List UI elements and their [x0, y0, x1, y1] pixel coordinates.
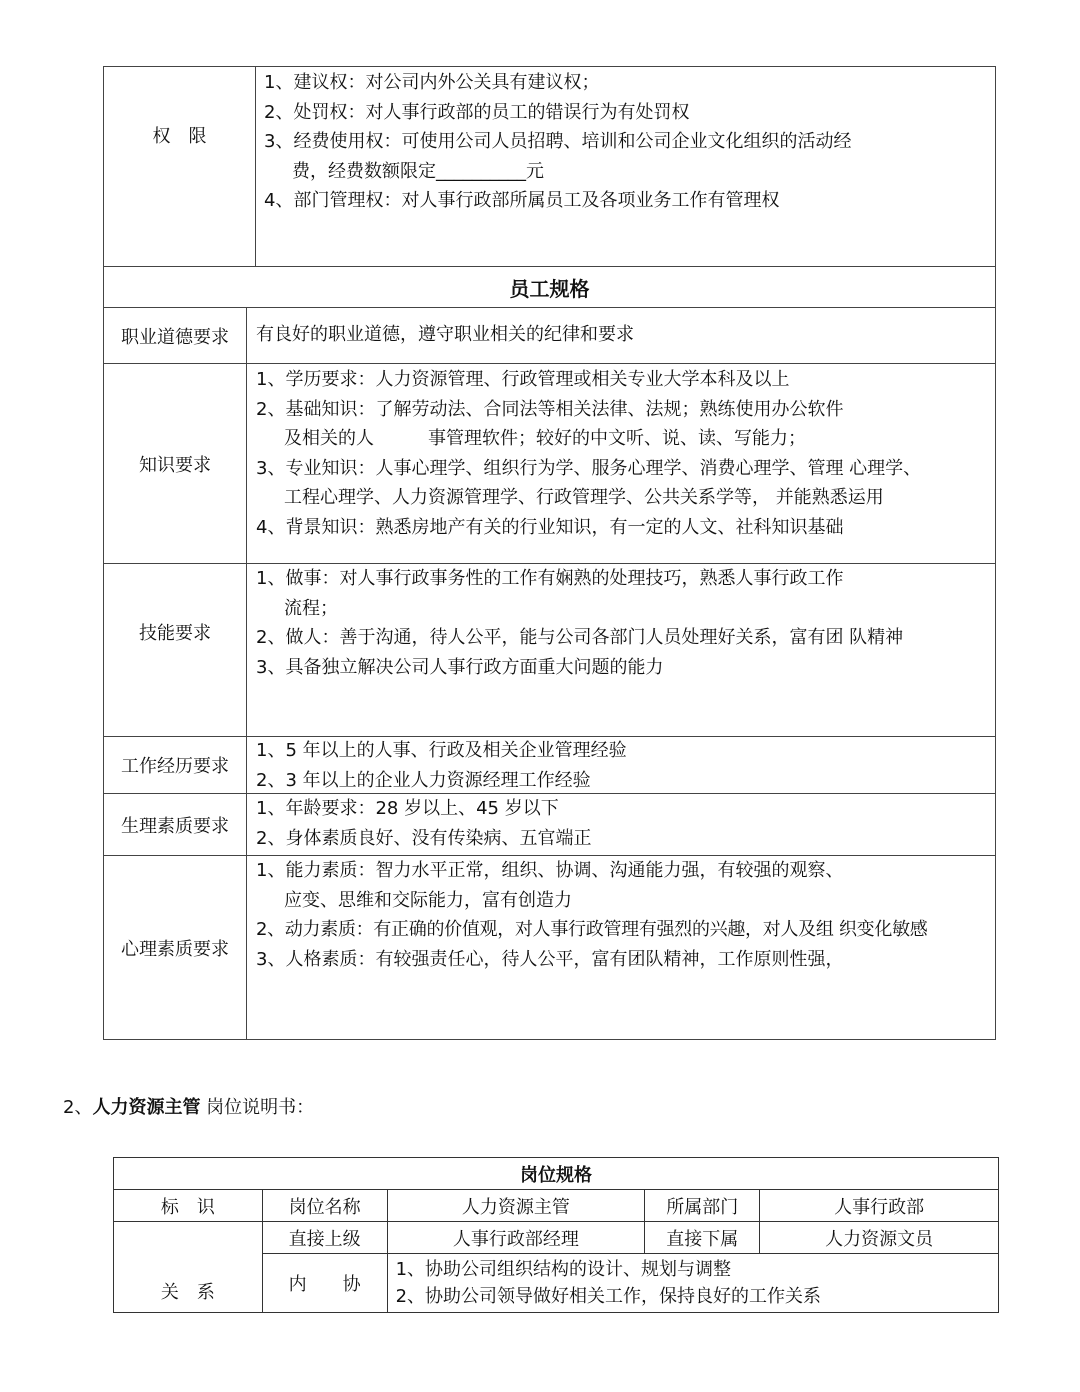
- psychological-label: [104, 856, 246, 1040]
- psychological-content: [256, 856, 994, 974]
- ethics-label: [104, 308, 246, 363]
- authority-line: 2、处罚权：对人事行政部的员工的错误行为有处罚权: [264, 101, 690, 123]
- department: 人事行政部: [760, 1190, 999, 1222]
- superior-label: 直接上级: [262, 1222, 387, 1254]
- department-label: 所属部门: [645, 1190, 760, 1222]
- authority-line: 1、建议权：对公司内外公关具有建议权；: [264, 72, 600, 93]
- physical-label: [104, 794, 246, 855]
- table2-header: 岗位规格: [114, 1158, 999, 1190]
- position-spec-table: [113, 1157, 999, 1313]
- experience-content: [256, 736, 994, 795]
- authority-content: [264, 68, 994, 216]
- internal-content: [387, 1254, 998, 1313]
- section2-title: 人力资源主管: [92, 1097, 201, 1118]
- physical-line: 2、身体素质良好、没有传染病、五官端正: [256, 827, 592, 849]
- internal-label: 内 协: [262, 1254, 387, 1313]
- skills-line: 流程；: [284, 597, 338, 619]
- knowledge-content: [256, 365, 994, 542]
- skills-line: 1、做事：对人事行政事务性的工作有娴熟的处理技巧，熟悉人事行政工作: [256, 568, 844, 589]
- superior: 人事行政部经理: [387, 1222, 645, 1254]
- physical-label-text: 生理素质要求: [121, 815, 229, 837]
- position-name: 人力资源主管: [387, 1190, 645, 1222]
- position-name-label: 岗位名称: [262, 1190, 387, 1222]
- relation-label: 关 系: [114, 1222, 263, 1313]
- knowledge-line: 工程心理学、人力资源管理学、行政管理学、公共关系学等， 并能熟悉运用: [284, 487, 884, 508]
- skills-label-text: 技能要求: [139, 622, 211, 644]
- id-label: 标 识: [114, 1190, 263, 1222]
- experience-label: [104, 737, 246, 793]
- section2-heading: [63, 1093, 314, 1123]
- skills-label: [104, 564, 246, 699]
- knowledge-label-text: 知识要求: [139, 454, 211, 476]
- table-row: [114, 1158, 999, 1190]
- experience-line: 1、5 年以上的人事、行政及相关企业管理经验: [256, 740, 627, 761]
- authority-line: 4、部门管理权：对人事行政部所属员工及各项业务工作有管理权: [264, 190, 780, 211]
- psychological-line: 应变、思维和交际能力，富有创造力: [284, 889, 572, 911]
- authority-line: 费，经费数额限定__________元: [292, 160, 544, 182]
- ethics-label-text: 职业道德要求: [121, 326, 229, 348]
- knowledge-line: 3、专业知识：人事心理学、组织行为学、服务心理学、消费心理学、管理 心理学、: [256, 457, 922, 479]
- internal-line: 2、协助公司领导做好相关工作，保持良好的工作关系: [395, 1286, 822, 1307]
- section2-prefix: 2、: [63, 1097, 93, 1118]
- knowledge-label: [104, 364, 246, 563]
- physical-content: [256, 794, 994, 853]
- authority-label-text: 权 限: [152, 126, 207, 147]
- experience-label-text: 工作经历要求: [121, 756, 229, 777]
- experience-line: 2、3 年以上的企业人力资源经理工作经验: [256, 769, 591, 791]
- knowledge-line: 2、基础知识：了解劳动法、合同法等相关法律、法规；熟练使用办公软件: [256, 398, 844, 420]
- psychological-line: 2、动力素质：有正确的价值观，对人事行政管理有强烈的兴趣，对人及组 织变化敏感: [256, 919, 928, 940]
- authority-line: 3、经费使用权：可使用公司人员招聘、培训和公司企业文化组织的活动经: [264, 131, 852, 152]
- internal-line: 1、协助公司组织结构的设计、规划与调整: [395, 1259, 732, 1280]
- subordinate: 人力资源文员: [760, 1222, 999, 1254]
- psychological-line: 1、能力素质：智力水平正常，组织、协调、沟通能力强，有较强的观察、: [256, 860, 844, 881]
- physical-line: 1、年龄要求：28 岁以上、45 岁以下: [256, 798, 559, 819]
- knowledge-line: 1、学历要求：人力资源管理、行政管理或相关专业大学本科及以上: [256, 369, 790, 390]
- skills-line: 2、做人：善于沟通，待人公平，能与公司各部门人员处理好关系，富有团 队精神: [256, 627, 904, 648]
- table-row: [114, 1222, 999, 1254]
- knowledge-line: 及相关的人 事管理软件；较好的中文听、说、读、写能力；: [284, 428, 806, 449]
- authority-label: [104, 67, 255, 203]
- table-row: [114, 1190, 999, 1222]
- subordinate-label: 直接下属: [645, 1222, 760, 1254]
- ethics-text: 有良好的职业道德，遵守职业相关的纪律和要求: [256, 324, 634, 345]
- psychological-line: 3、人格素质：有较强责任心，待人公平，富有团队精神，工作原则性强，: [256, 948, 844, 970]
- psychological-label-text: 心理素质要求: [121, 939, 229, 960]
- knowledge-line: 4、背景知识：熟悉房地产有关的行业知识，有一定的人文、社科知识基础: [256, 516, 844, 538]
- skills-content: [256, 564, 994, 682]
- section-title-text: 员工规格: [509, 276, 590, 301]
- section2-suffix: 岗位说明书：: [200, 1097, 315, 1118]
- section-title: [104, 267, 995, 307]
- skills-line: 3、具备独立解决公司人事行政方面重大问题的能力: [256, 656, 664, 678]
